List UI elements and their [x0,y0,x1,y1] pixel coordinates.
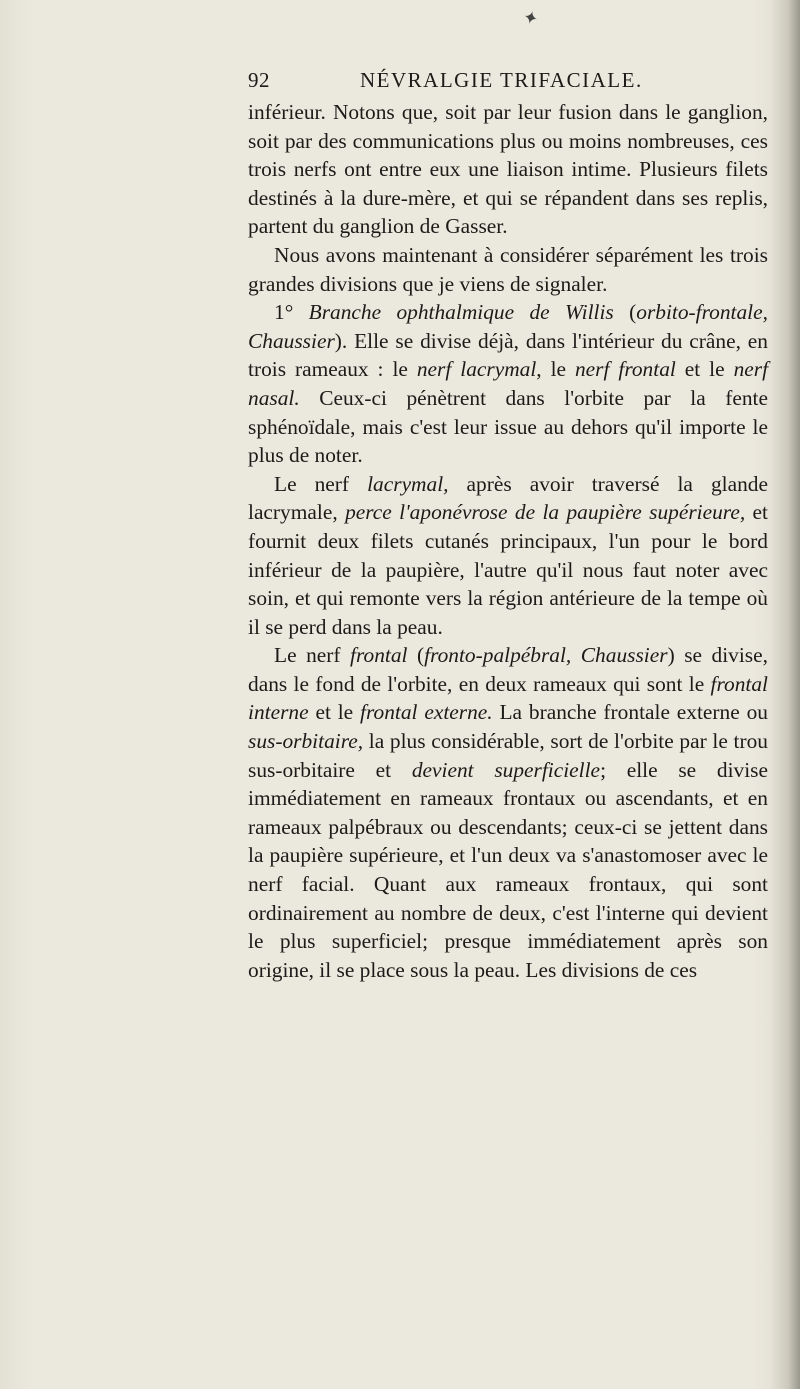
paragraph [248,298,768,470]
text-segment: et le [675,357,734,382]
page-fold-shadow [770,0,800,1389]
text-segment: Ceux-ci pénètrent dans l'orbite par la fente sphénoïdale, mais c'est leur issue au dehors qu'il importe le plus de noter. [248,385,768,468]
italic-text-segment: Branche ophthalmique de Willis [308,300,614,325]
italic-text-segment: orbito-frontale, Chaussier [248,300,768,353]
paragraph [248,470,768,642]
text-segment: Le nerf [274,643,351,668]
text-segment: après avoir traversé la glande lacrymale, [248,471,768,525]
paragraph [248,98,768,241]
italic-text-segment: nerf nasal. [248,357,769,410]
italic-text-segment: frontal interne [248,671,768,725]
text-segment: La branche frontale externe ou [492,700,768,725]
text-segment: ( [613,300,637,325]
italic-text-segment: frontal [350,643,408,668]
running-title: NÉVRALGIE TRIFACIALE. [360,68,643,92]
text-segment: ( [407,643,425,668]
italic-text-segment: devient superficielle [411,757,601,782]
text-segment: ; elle se divise immédiatement en rameaux frontaux ou ascendants, et en rameaux palpébraux ou descendants; ceux-ci se jettent dans la paupière supérieure, et l'un deux va s'anastomoser avec le nerf facial. Quant aux rameaux frontaux, qui sont ordinairement au nombre de deux, c'est l'interne qui devient le plus superficiel; presque immédiatement après son origine, il se place sous la peau. Les divisions de ces [248,757,768,982]
text-segment: 1° [274,300,309,325]
italic-text-segment: perce l'aponévrose de la paupière supérieure, [345,500,746,525]
text-segment: et le [308,700,361,725]
italic-text-segment: fronto-palpébral, Chaussier [424,643,668,668]
italic-text-segment: sus-orbitaire, [248,729,364,754]
italic-text-segment: nerf lacrymal [416,357,537,382]
stray-ink-mark: ✦ [520,6,541,30]
text-segment: ). Elle se divise déjà, dans l'intérieur du crâne, en trois rameaux : le [248,328,768,382]
italic-text-segment: frontal externe. [360,700,493,725]
text-segment: inférieur. Notons que, soit par leur fusion dans le ganglion, soit par des communications plus ou moins nombreuses, ces trois nerfs ont entre eux une liaison intime. Plusieurs filets destinés à la dure-mère, et qui se répandent dans ses replis, partent du ganglion de Gasser. [248,100,768,239]
paragraph [248,641,768,984]
italic-text-segment: nerf frontal [574,357,676,382]
text-segment: Le nerf [274,471,368,496]
text-segment: , le [536,357,575,382]
body-text [248,98,768,984]
text-segment: ) se divise, dans le fond de l'orbite, en deux rameaux qui sont le [248,643,768,696]
text-segment: et fournit deux filets cutanés principaux, l'un pour le bord inférieur de la paupière, l'autre qu'il nous faut noter avec soin, et qui remonte vers la région antérieure de la tempe où il se perd dans la peau. [248,500,768,639]
italic-text-segment: lacrymal, [367,471,449,496]
text-segment: la plus considérable, sort de l'orbite par le trou sus-orbitaire et [248,729,768,782]
paragraph [248,241,768,298]
page-number: 92 [248,68,270,92]
text-segment: Nous avons maintenant à considérer séparément les trois grandes divisions que je viens de signaler. [248,242,768,296]
